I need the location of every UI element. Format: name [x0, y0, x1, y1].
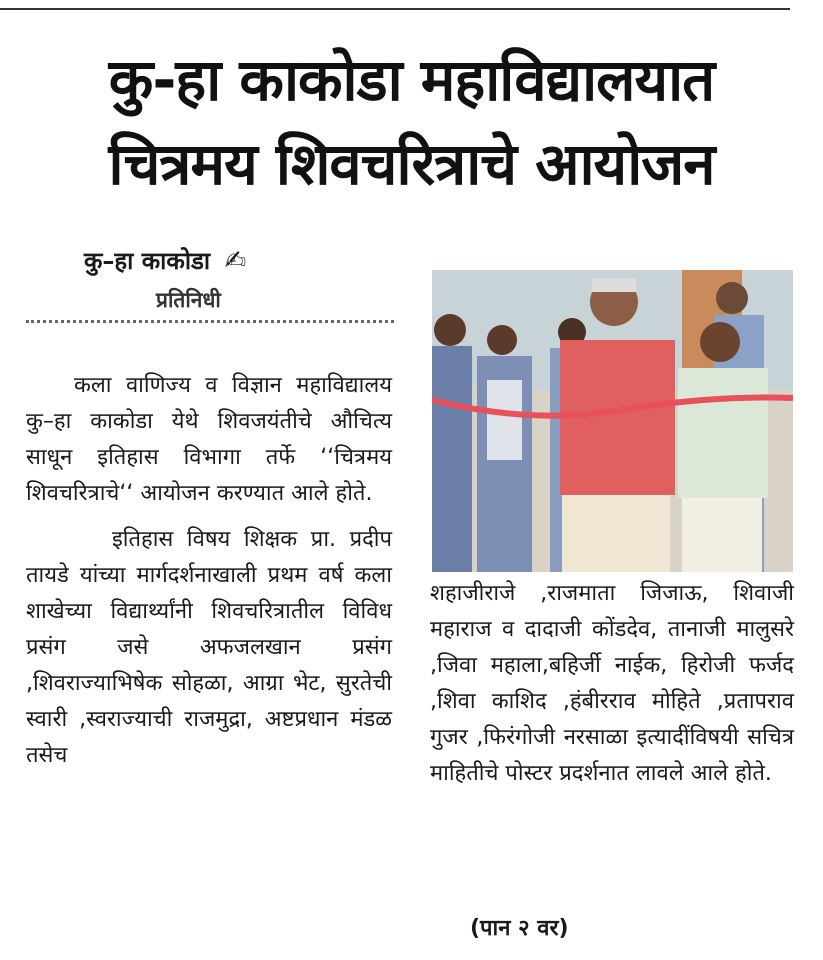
article-paragraph-2: इतिहास विषय शिक्षक प्रा. प्रदीप तायडे यांच्या मार्गदर्शनाखाली प्रथम वर्ष कला शाखेच्या विद्यार्थ्यांनी शिवचरित्रातील विविध प्रसंग जसे अफजलखान प्रसंग ,शिवराज्याभिषेक सोहळा, आग्रा भेट, सुरतेची स्वारी ,स्वराज्याची राजमुद्रा, अष्टप्रधान मंडळ तसेच [26, 527, 392, 768]
headline-line-1: कु-हा काकोडा महाविद्यालयात [108, 46, 715, 114]
top-rule [0, 8, 790, 10]
headline-line-2: चित्रमय शिवचरित्राचे आयोजन [108, 130, 715, 198]
article-column-right [430, 576, 794, 792]
byline-role: प्रतिनिधी [156, 288, 221, 312]
continued-note: (पान २ वर) [470, 916, 569, 941]
event-photo [432, 270, 793, 572]
article-paragraph-3: शहाजीराजे ,राजमाता जिजाऊ, शिवाजी महाराज व दादाजी कोंडदेव, तानाजी मालुसरे ,जिवा महाला,बहिर्जी नाईक, हिरोजी फर्जद ,शिवा काशिद ,हंबीरराव मोहिते ,प्रतापराव गुजर ,फिरंगोजी नरसाळा इत्यादींविषयी सचित्र माहितीचे पोस्टर प्रदर्शनात लावले आले होते. [430, 581, 794, 786]
headline [0, 38, 823, 206]
byline [84, 244, 246, 277]
dotted-divider [26, 320, 394, 323]
pen-writing-icon: ✍ [224, 246, 247, 276]
article-column-left [26, 368, 392, 774]
article-paragraph-1: कला वाणिज्य व विज्ञान महाविद्यालय कु–हा काकोडा येथे शिवजयंतीचे औचित्य साधून इतिहास विभागा तर्फे ‘‘चित्रमय शिवचरित्राचे‘‘ आयोजन करण्यात आले होते. [26, 373, 392, 506]
byline-place: कु–हा काकोडा [84, 247, 211, 275]
